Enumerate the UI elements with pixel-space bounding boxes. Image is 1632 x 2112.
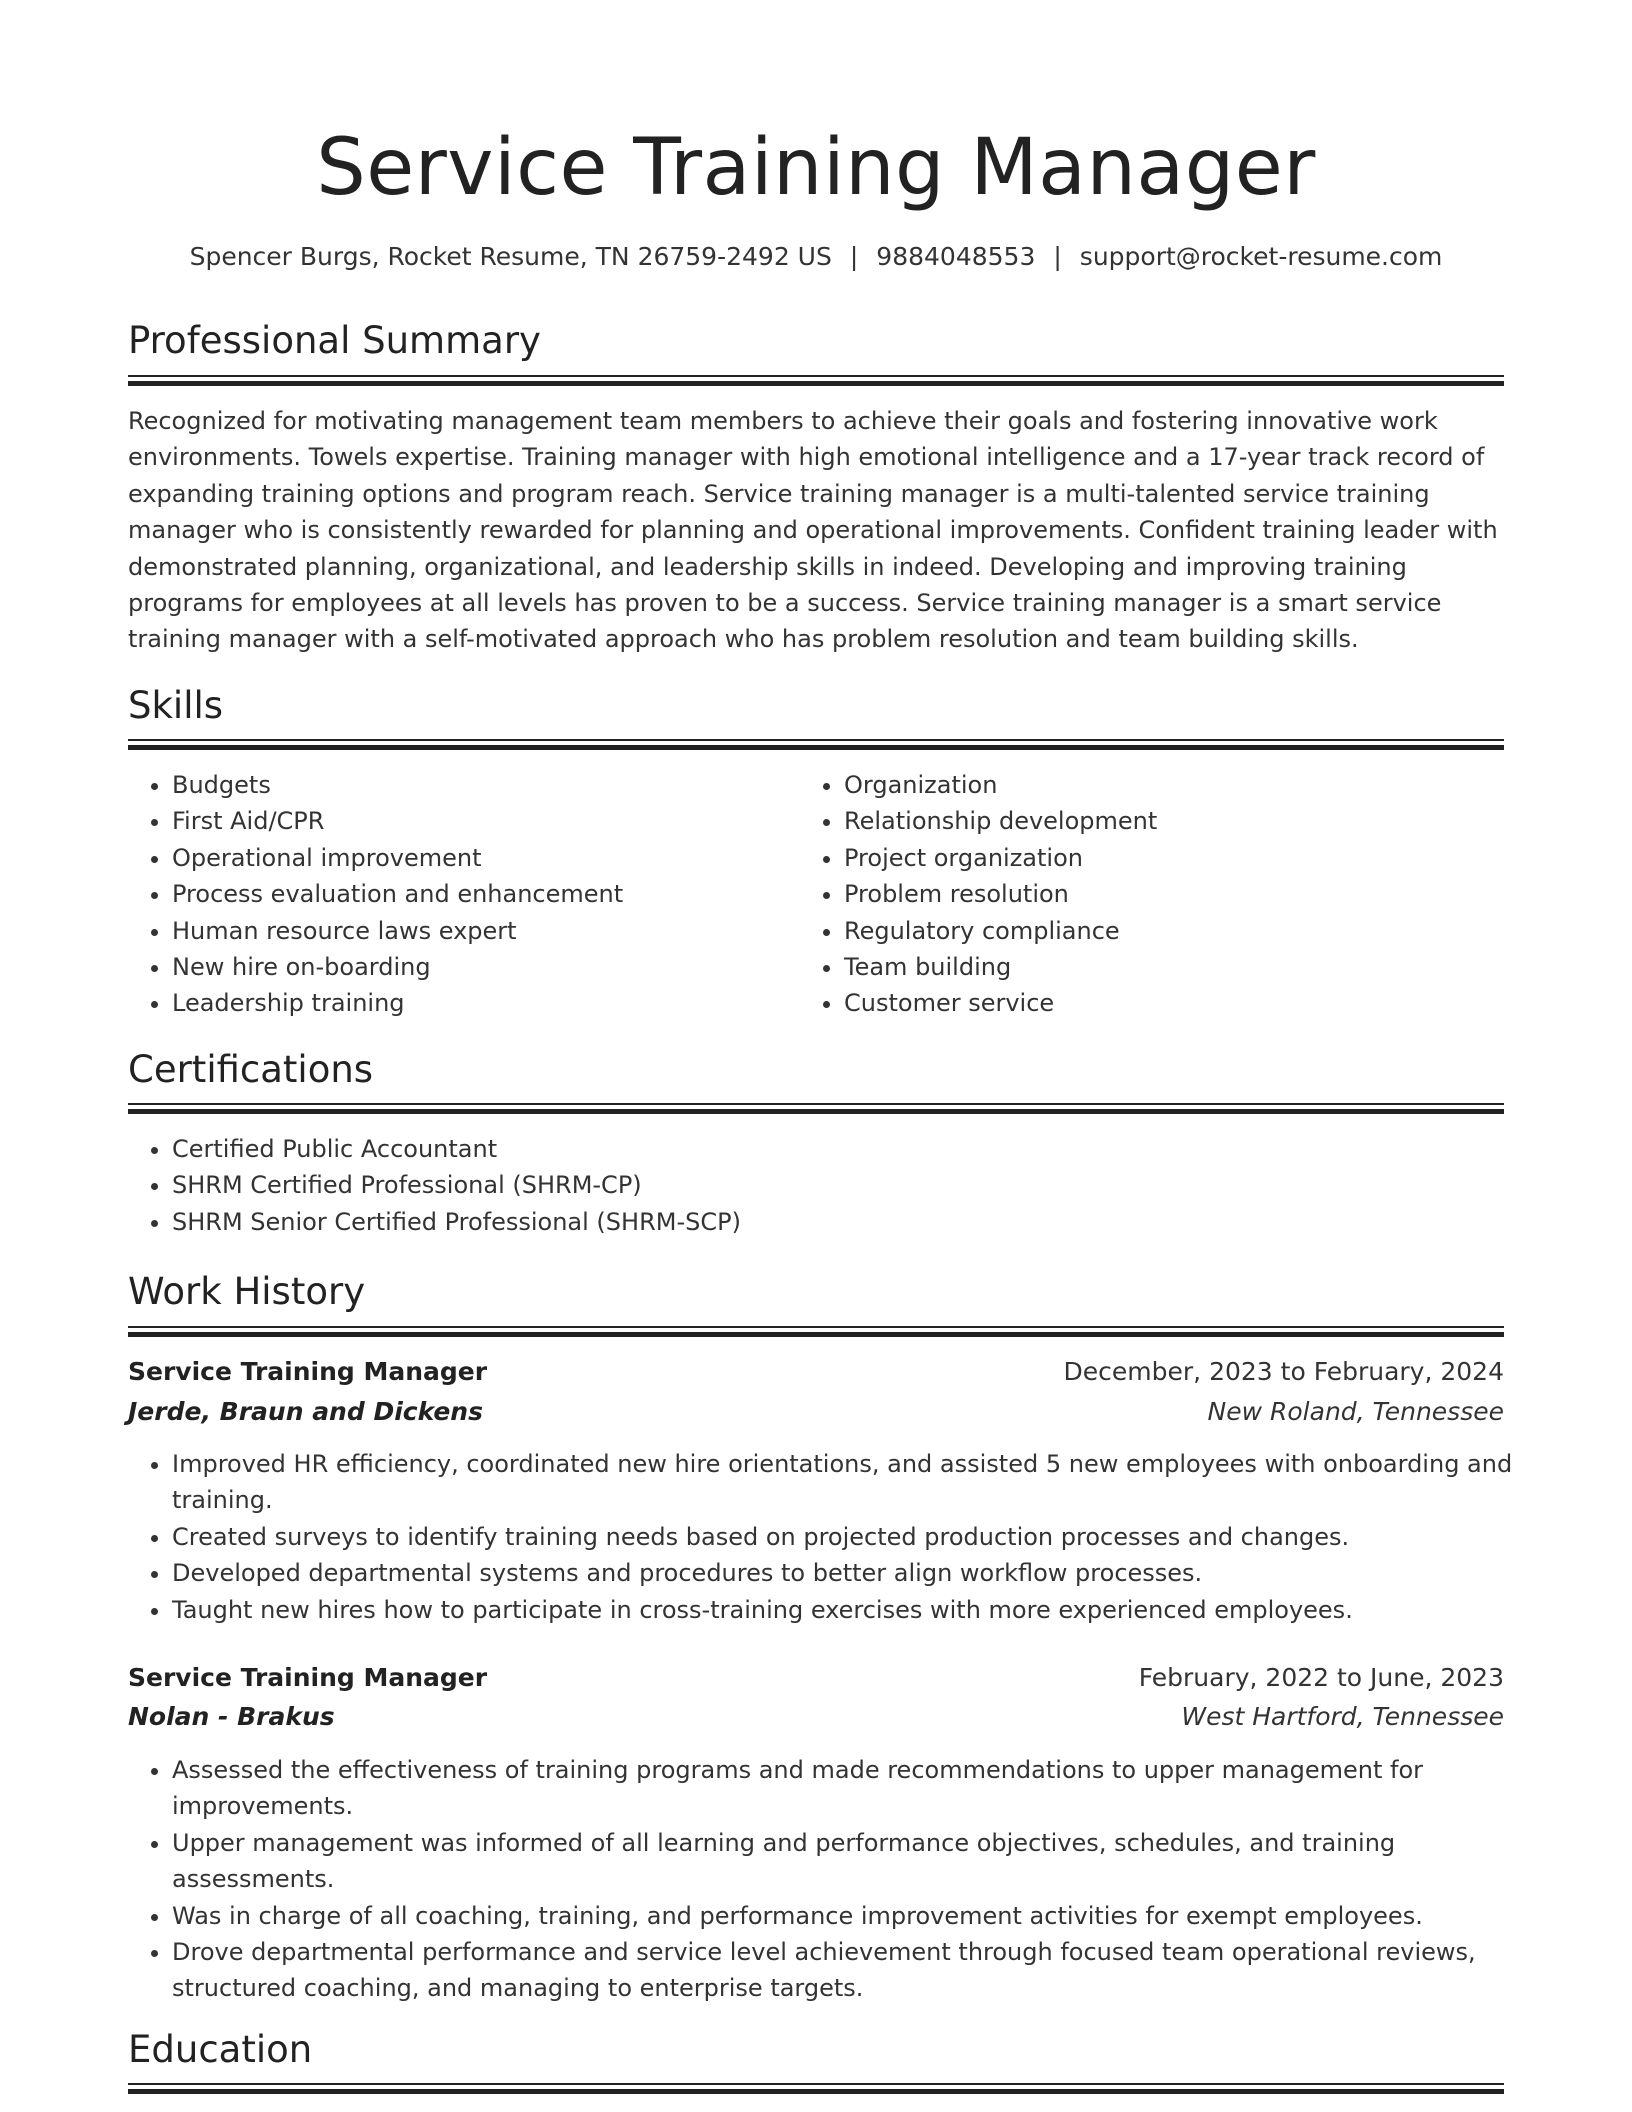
section-heading-certifications: Certifications <box>128 1048 374 1091</box>
skill-item: • Operational improvement <box>172 840 812 876</box>
skill-item: • First Aid/CPR <box>172 803 812 839</box>
skills-list-right <box>800 767 1484 1022</box>
skill-item: • New hire on-boarding <box>172 949 812 985</box>
skill-item: • Leadership training <box>172 985 812 1021</box>
section-heading-work-history: Work History <box>128 1270 366 1313</box>
skill-item: • Process evaluation and enhancement <box>172 876 812 912</box>
job-bullet: • Upper management was informed of all learning and performance objectives, schedules, and training assessments. <box>172 1825 1548 1898</box>
job-company: Nolan - Brakus <box>128 1702 335 1731</box>
section-divider <box>128 1326 1504 1339</box>
job-bullet: • Developed departmental systems and procedures to better align workflow processes. <box>172 1555 1548 1591</box>
job-dates: December, 2023 to February, 2024 <box>1063 1357 1504 1386</box>
job-bullets <box>128 1446 1548 1628</box>
contact-separator: | <box>1053 242 1062 271</box>
job-bullet: • Improved HR efficiency, coordinated new hire orientations, and assisted 5 new employees with onboarding and training. <box>172 1446 1548 1519</box>
job-title: Service Training Manager <box>128 1663 488 1692</box>
contact-separator: | <box>849 242 859 271</box>
contact-email[interactable]: support@rocket-resume.com <box>1079 242 1443 271</box>
contact-address: Spencer Burgs, Rocket Resume, TN 26759-2492 US <box>189 242 832 271</box>
certification-item: • Certified Public Accountant <box>172 1131 1548 1167</box>
section-divider <box>128 739 1504 752</box>
skill-item: • Team building <box>844 949 1484 985</box>
job-bullet: • Drove departmental performance and service level achievement through focused team operational reviews, structured coaching, and managing to enterprise targets. <box>172 1934 1548 2007</box>
skills-list-left <box>128 767 812 1022</box>
skill-item: • Problem resolution <box>844 876 1484 912</box>
job-bullets <box>128 1752 1548 2007</box>
job-title: Service Training Manager <box>128 1357 488 1386</box>
job-bullet: • Was in charge of all coaching, training, and performance improvement activities for exempt employees. <box>172 1898 1548 1934</box>
job-bullet: • Assessed the effectiveness of training programs and made recommendations to upper management for improvements. <box>172 1752 1548 1825</box>
job-location: New Roland, Tennessee <box>1207 1397 1504 1426</box>
job-bullet: • Taught new hires how to participate in cross-training exercises with more experienced employees. <box>172 1592 1548 1628</box>
certification-item: • SHRM Certified Professional (SHRM-CP) <box>172 1167 1548 1203</box>
job-location: West Hartford, Tennessee <box>1181 1702 1504 1731</box>
skill-item: • Regulatory compliance <box>844 913 1484 949</box>
section-heading-summary: Professional Summary <box>128 319 541 362</box>
section-heading-education: Education <box>128 2028 313 2071</box>
skill-item: • Organization <box>844 767 1484 803</box>
summary-text: Recognized for motivating management team members to achieve their goals and fostering innovative work environments. Towels expertise. Training manager with high emotional intelligence and a 17-year track record of expanding training options and program reach. Service training manager is a multi-talented service training manager who is consistently rewarded for planning and operational improvements. Confident training leader with demonstrated planning, organizational, and leadership skills in indeed. Developing and improving training programs for employees at all levels has proven to be a success. Service training manager is a smart service training manager with a self-motivated approach who has problem resolution and team building skills. <box>128 407 1498 654</box>
section-divider <box>128 375 1504 388</box>
contact-phone: 9884048553 <box>876 242 1036 271</box>
job-company: Jerde, Braun and Dickens <box>128 1397 483 1426</box>
job-dates: February, 2022 to June, 2023 <box>1138 1663 1504 1692</box>
resume-title: Service Training Manager <box>316 123 1316 213</box>
skill-item: • Project organization <box>844 840 1484 876</box>
section-divider <box>128 1103 1504 1116</box>
skill-item: • Customer service <box>844 985 1484 1021</box>
certifications-list <box>128 1131 1548 1240</box>
job-bullet: • Created surveys to identify training needs based on projected production processes and changes. <box>172 1519 1548 1555</box>
contact-line <box>0 240 1632 274</box>
section-divider <box>128 2083 1504 2096</box>
skill-item: • Relationship development <box>844 803 1484 839</box>
section-heading-skills: Skills <box>128 684 224 727</box>
skill-item: • Budgets <box>172 767 812 803</box>
certification-item: • SHRM Senior Certified Professional (SHRM-SCP) <box>172 1204 1548 1240</box>
skill-item: • Human resource laws expert <box>172 913 812 949</box>
